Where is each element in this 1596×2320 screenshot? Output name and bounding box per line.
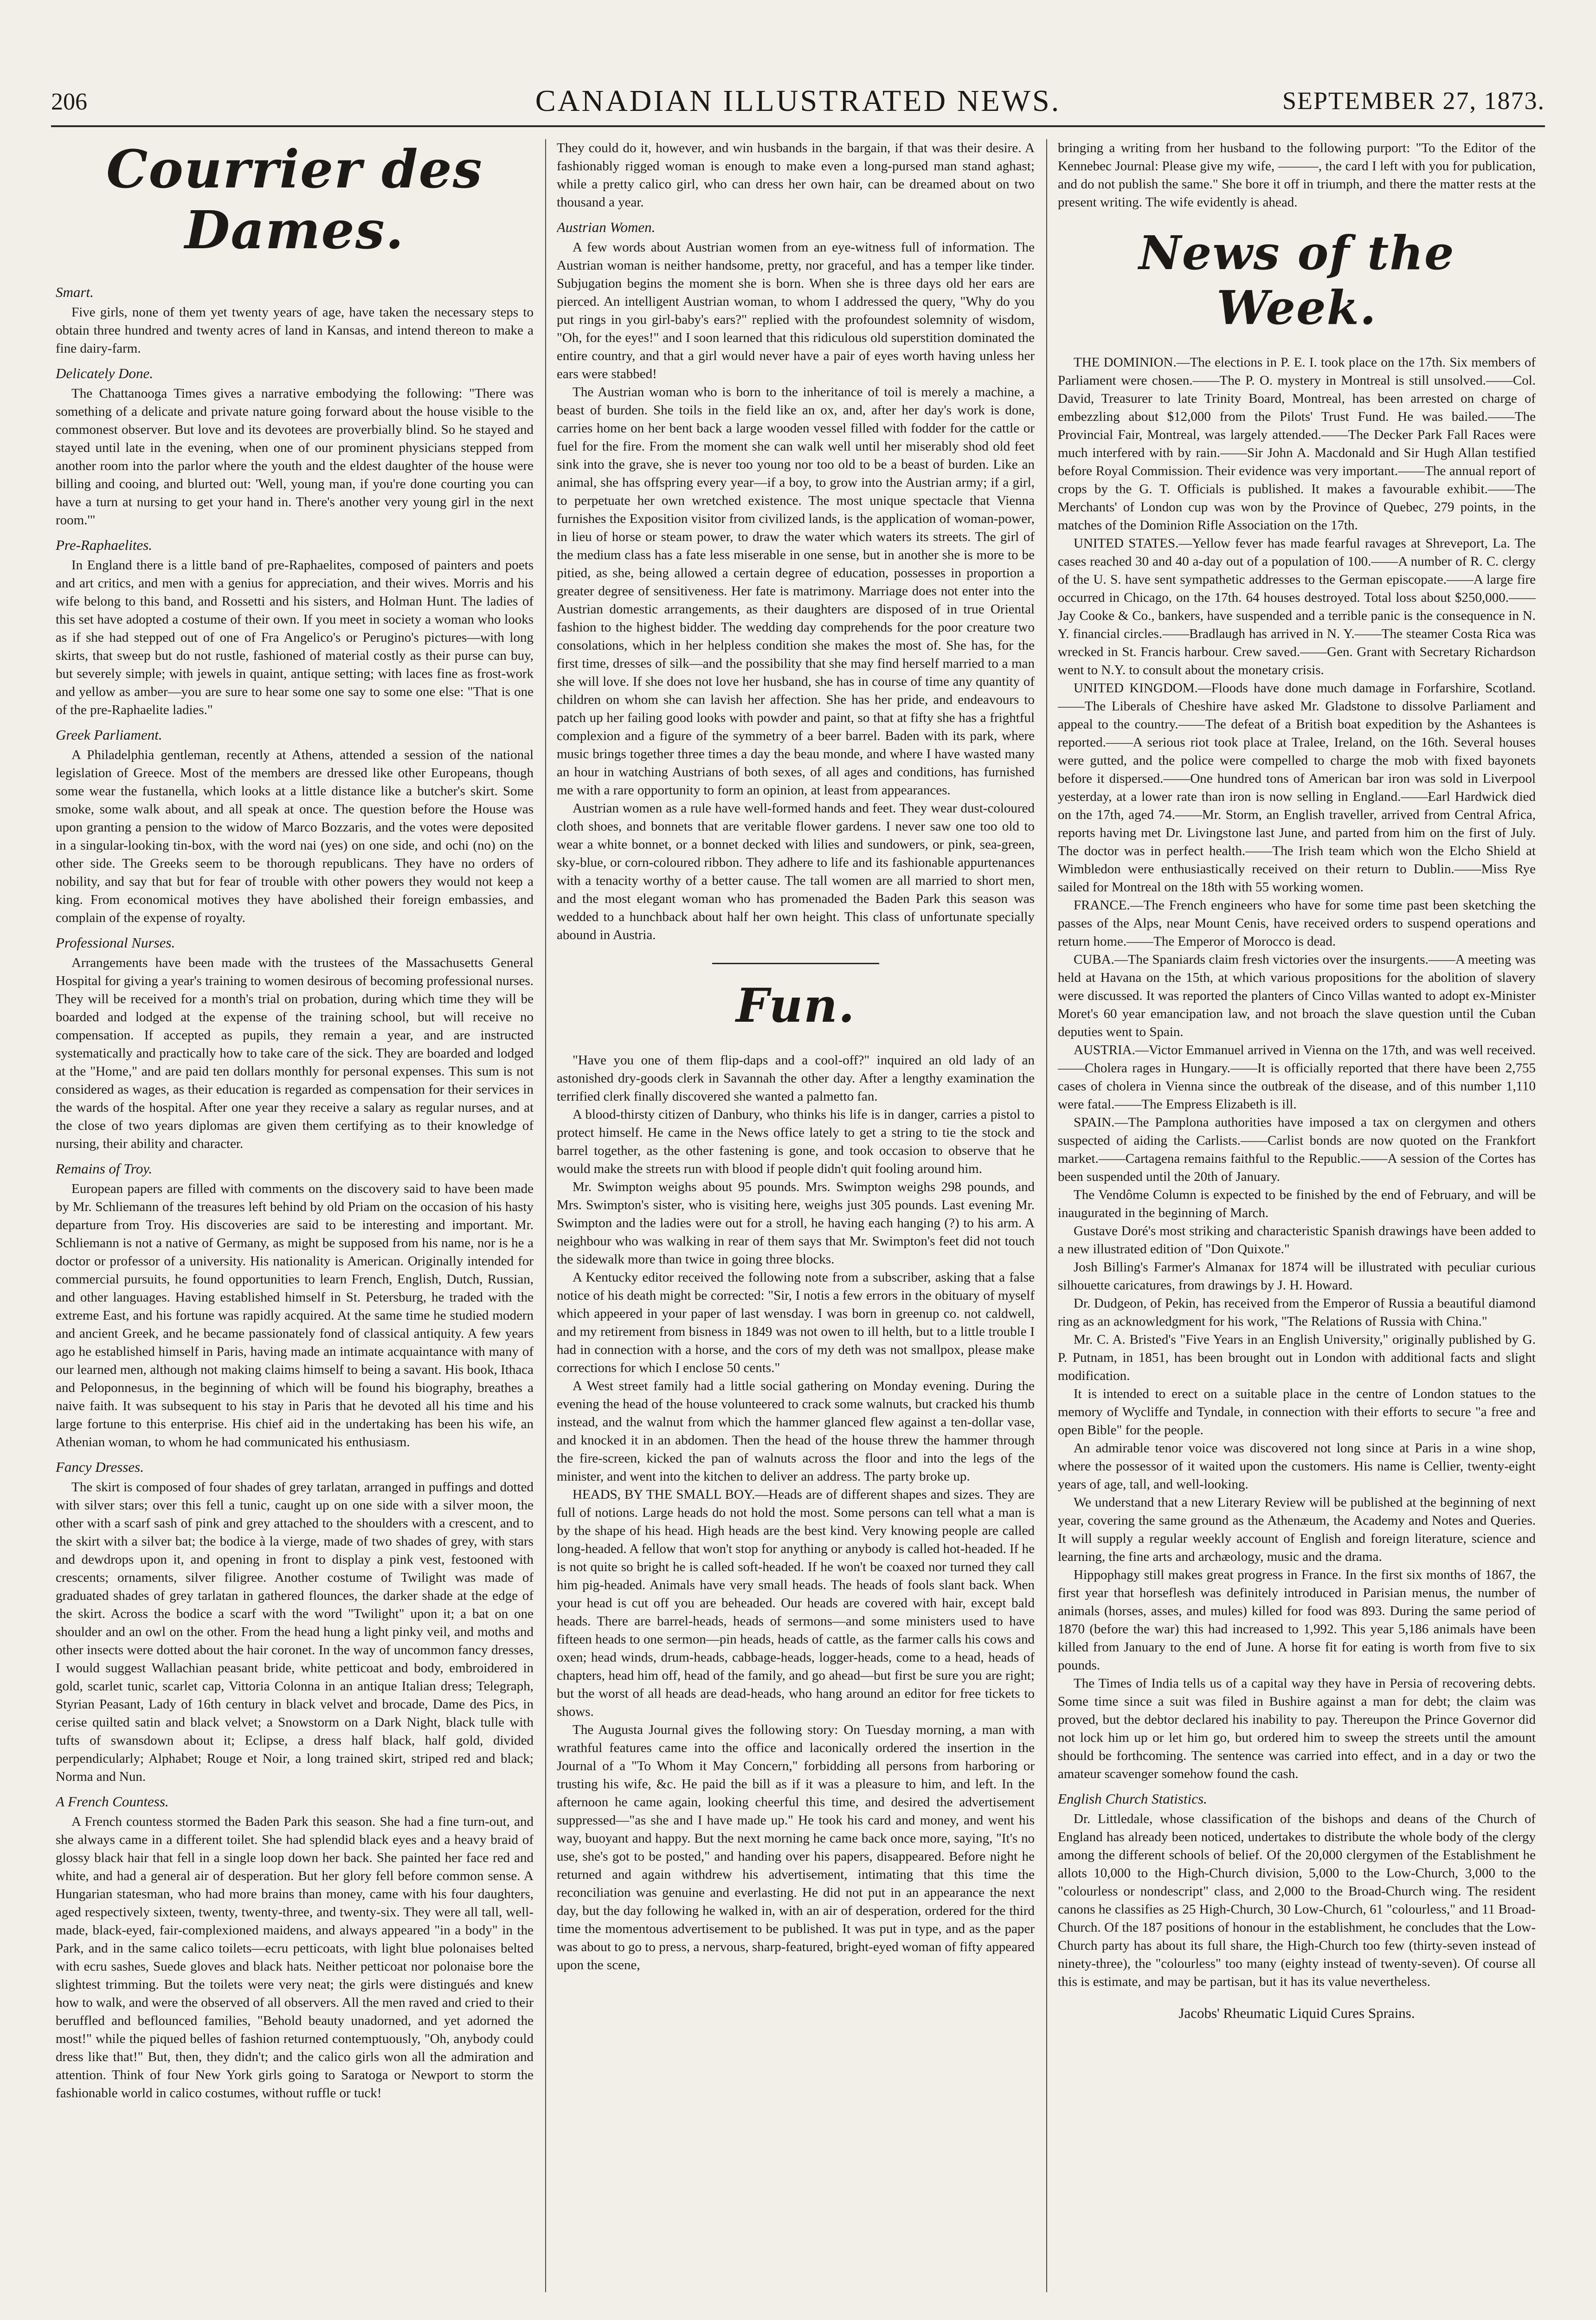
masthead-title: CANADIAN ILLUSTRATED NEWS. bbox=[535, 84, 1061, 118]
article-heading: English Church Statistics. bbox=[1058, 1791, 1207, 1807]
article-heading: Smart. bbox=[56, 284, 94, 300]
paragraph: A Philadelphia gentleman, recently at Athens, attended a session of the national legislation of Greece. Most of the members are dressed like other Europeans, though some wear the fustanella, which looks at a little distance like a butcher's skirt. Some smoke, some walk about, and all speak at once. The question before the House was upon granting a pension to the widow of Marco Bozzaris, and the votes were deposited in a singular-looking tin-box, with the word nai (yes) on one side, and ochi (no) on the other side. The Greeks seem to be thorough republicans. They have no orders of nobility, and say that but for fear of trouble with other powers they would not keep a king. From economical motives they have abolished their foreign embassies, and complain of the expense of royalty. bbox=[56, 748, 534, 925]
paragraph: UNITED KINGDOM.—Floods have done much damage in Forfarshire, Scotland.——The Liberals of Cheshire have asked Mr. Gladstone to dissolve Parliament and appeal to the country.——The defeat of a British boat expedition by the Ashantees is reported.——A serious riot took place at Tralee, Ireland, on the 16th. Several houses were gutted, and the police were compelled to charge the mob with fixed bayonets before it dispersed.——One hundred tons of American bar iron was sold in Liverpool yesterday, at a lower rate than iron is now selling in England.——Earl Hardwick died on the 17th, aged 74.——Mr. Storm, an English traveller, arrived from Central Africa, reports having met Dr. Livingstone last June, and parted from him on the first of July. The doctor was in perfect health.——The Irish team which won the Elcho Shield at Wimbledon were enthusiastically received on their return to Dublin.——Miss Rye sailed for Montreal on the 18th with 55 working women. bbox=[1058, 681, 1536, 895]
paragraph: FRANCE.—The French engineers who have for some time past been sketching the passes of the Alps, near Mount Cenis, have received orders to suspend operations and return home.——The Emperor of Morocco is dead. bbox=[1058, 898, 1536, 949]
paragraph: We understand that a new Literary Review will be published at the beginning of next year, covering the same ground as the Athenæum, the Academy and Notes and Queries. It will supply a regular weekly account of English and foreign literature, science and learning, the fine arts and archæology, music and the drama. bbox=[1058, 1495, 1536, 1564]
column-rule bbox=[1046, 139, 1047, 2292]
paragraph: Mr. Swimpton weighs about 95 pounds. Mrs. Swimpton weighs 298 pounds, and Mrs. Swimpton's sister, who is visiting here, weighs just 305 pounds. Last evening Mr. Swimpton and the ladies were out for a stroll, he having each hanging (?) to his arm. A neighbour who was walking in rear of them says that Mr. Swimpton's feet did not touch the sidewalk more than twice in going three blocks. bbox=[557, 1179, 1035, 1267]
section-divider bbox=[712, 963, 880, 964]
paragraph: SPAIN.—The Pamplona authorities have imposed a tax on clergymen and others suspected of aiding the Carlists.——Carlist bonds are now quoted on the Frankfort market.——Cartagena remains faithful to the Republic.——A session of the Cortes has been suspended until the 20th of January. bbox=[1058, 1115, 1536, 1184]
paragraph: The Augusta Journal gives the following story: On Tuesday morning, a man with wrathful features came into the office and laconically ordered the insertion in the Journal of a "To Whom it May Concern," forbidding all persons from harboring or trusting his wife, &c. He paid the bill as if it was a pleasure to him, and left. In the afternoon he came again, looking cheerful this time, and desired the advertisement suppressed—"as she and I have made up." He took his card and money, and went his way, buoyant and happy. But the next morning he came back once more, saying, "It's no use, she's got to be posted," and handing over his papers, disappeared. Before night he returned and again withdrew his advertisement, intimating that this time the reconciliation was genuine and everlasting. He did not put in an appearance the next day, but the day following he walked in, with an air of desperation, ordered for the third time the momentous advertisement to be published. It was put in type, and as the paper was about to go to press, a nervous, sharp-featured, bright-eyed woman of fifty appeared upon the scene, bbox=[557, 1722, 1035, 1972]
article-heading: Greek Parliament. bbox=[56, 727, 162, 743]
paragraph: HEADS, BY THE SMALL BOY.—Heads are of different shapes and sizes. They are full of notions. Large heads do not hold the most. Some persons can tell what a man is by the shape of his head. High heads are the best kind. Very knowing people are called long-headed. A fellow that won't stop for anything or anybody is called hot-headed. If he is not quite so bright he is called soft-headed. If he won't be coaxed nor turned they call him pig-headed. Animals have very small heads. The heads of fools slant back. When your head is cut off you are beheaded. Our heads are covered with hair, except bald heads. There are barrel-heads, heads of sermons—and some ministers used to have fifteen heads to one sermon—pin heads, heads of cattle, as the farmer calls his cows and oxen; head winds, drum-heads, cabbage-heads, logger-heads, come to a head, heads of chapters, head him off, head of the family, and go ahead—but first be sure you are right; but the worst of all heads are dead-heads, who hang around an editor for free tickets to shows. bbox=[557, 1487, 1035, 1719]
paragraph: An admirable tenor voice was discovered not long since at Paris in a wine shop, where the possessor of it waited upon the customers. His name is Cellier, twenty-eight years of age, tall, and well-looking. bbox=[1058, 1441, 1536, 1492]
continued-paragraph: They could do it, however, and win husbands in the bargain, if that was their desire. A fashionably rigged woman is enough to make even a long-pursed man stand aghast; while a pretty calico girl, who can dress her own hair, can be dreamed about on two thousand a year. bbox=[557, 141, 1035, 210]
paragraph: The Austrian woman who is born to the inheritance of toil is merely a machine, a beast of burden. She toils in the field like an ox, and, after her day's work is done, carries home on her bent back a large wooden vessel filled with fodder for the cattle or fuel for the fire. From the moment she can walk well until her miserably shod old feet sink into the grave, she is never too young nor too old to be a beast of burden. Like an animal, she has offspring every year—if a boy, to grow into the Austrian army; if a girl, to perpetuate her own wretched existence. The most unique spectacle that Vienna furnishes the Exposition visitor from civilized lands, is the application of woman-power, in lieu of horse or steam power, to draw the water which waters its streets. The girl of the medium class has a fate less miserable in one sense, but in another she is more to be pitied, as she, being allowed a certain degree of education, possesses in proportion a greater degree of sensitiveness. Her fate is matrimony. Marriage does not enter into the Austrian domestic arrangements, as their daughters are disposed of in true Oriental fashion to the highest bidder. The wedding day comprehends for the poor creature two consolations, which in her helpless condition she makes the most of. She has, for the first time, dresses of silk—and the possibility that she may find herself married to a man she will love. If she does not love her husband, she has in course of time any quantity of children on whom she can lavish her affection. She has her pride, and endeavours to patch up her failing good looks with powder and paint, so that at fifty she has a frightful complexion and a figure of the symmetry of a beer barrel. Baden with its park, where music brings together three times a day the beau monde, and where I have wasted many an hour in watching Austrians of both sexes, of all ages and conditions, has furnished me with a rare opportunity to form an opinion, at least from appearances. bbox=[557, 385, 1035, 798]
section-title-courrier: Courrier des Dames. bbox=[106, 139, 483, 261]
article-heading: A French Countess. bbox=[56, 1793, 169, 1810]
paragraph: Five girls, none of them yet twenty years of age, have taken the necessary steps to obtain three hundred and twenty acres of land in Kansas, and intend thereon to make a fine dairy-farm. bbox=[56, 305, 534, 356]
paragraph: It is intended to erect on a suitable place in the centre of London statues to the memory of Wycliffe and Tyndale, in connection with their efforts to secure "a free and open Bible" for the people. bbox=[1058, 1386, 1536, 1437]
paragraph: Dr. Littledale, whose classification of the bishops and deans of the Church of England has already been noticed, undertakes to distribute the whole body of the clergy among the different schools of belief. Of the 20,000 clergymen of the Establishment he allots 10,000 to the High-Church division, 5,000 to the Low-Church, 3,000 to the "colourless or nondescript" class, and 2,000 to the Broad-Church wing. The resident canons he classifies as 25 High-Church, 30 Low-Church, 61 "colourless," and 11 Broad-Church. Of the 187 positions of honour in the establishment, he concludes that the Low-Church party has about its full share, the High-Church too few (thirty-seven instead of ninety-three), the "colourless" too many (eighty instead of twenty-seven). Of course all this is estimate, and may be partisan, but it has its value nevertheless. bbox=[1058, 1811, 1536, 1989]
column-3 bbox=[1058, 139, 1536, 2292]
paragraph: The Chattanooga Times gives a narrative embodying the following: "There was something of a delicate and private nature going forward about the house visible to the commonest observer. But love and its devotees are proverbially blind. So he stayed and stayed until late in the evening, when one of our prominent physicians stepped from another room into the parlor where the youth and the eldest daughter of the house were billing and cooing, and blurted out: 'Well, young man, if you're done courting you can have a turn at nursing to get your hand in. There's another very young girl in the next room.'" bbox=[56, 386, 534, 528]
paragraph: A blood-thirsty citizen of Danbury, who thinks his life is in danger, carries a pistol to protect himself. He came in the News office lately to get a string to tie the stock and barrel together, as the other fastening is gone, and took occasion to observe that he would make the streets run with blood if people didn't quit fooling around him. bbox=[557, 1107, 1035, 1176]
page-header bbox=[51, 84, 1545, 127]
article-body bbox=[1058, 354, 1536, 1783]
article-body bbox=[557, 238, 1035, 944]
paragraph: The Times of India tells us of a capital way they have in Persia of recovering debts. Some time since a suit was filed in Bushire against a man for debt; the claim was proved, but the debtor declared his inability to pay. Thereupon the Prince Governor did not lock him up or let him go, but ordered him to sweep the streets until the amount should be forthcoming. The sentence was carried into effect, and in a day or two the amateur scavenger somehow found the cash. bbox=[1058, 1676, 1536, 1781]
paragraph: Josh Billing's Farmer's Almanax for 1874 will be illustrated with peculiar curious silhouette caricatures, from drawings by J. H. Howard. bbox=[1058, 1260, 1536, 1293]
column-rule bbox=[545, 139, 546, 2292]
section-title-fun: Fun. bbox=[736, 978, 856, 1033]
paragraph: Arrangements have been made with the trustees of the Massachusetts General Hospital for giving a year's training to women desirous of becoming professional nurses. They will be received for a month's trial on probation, during which time they will be boarded and lodged at the expense of the training school, but will receive no compensation. If accepted as pupils, they remain a year, and are instructed systematically and practically how to take care of the sick. They are boarded and lodged at the "Home," and are paid ten dollars monthly for personal expenses. This sum is not considered as wages, as their education is regarded as compensation for their services in the wards of the hospital. After one year they receive a salary as regular nurses, and at the close of two years diplomas are given them certifying as to their knowledge of nursing, their ability and character. bbox=[56, 955, 534, 1151]
paragraph: Dr. Dudgeon, of Pekin, has received from the Emperor of Russia a beautiful diamond ring as an acknowledgment for his work, "The Relations of Russia with China." bbox=[1058, 1296, 1536, 1329]
advertisement-line: Jacobs' Rheumatic Liquid Cures Sprains. bbox=[1178, 2005, 1415, 2021]
paragraph: UNITED STATES.—Yellow fever has made fearful ravages at Shreveport, La. The cases reached 30 and 40 a-day out of a population of 100.——A number of R. C. clergy of the U. S. have sent sympathetic addresses to the German episcopate.——A large fire occurred in Chicago, on the 17th. 64 houses destroyed. Total loss about $250,000.——Jay Cooke & Co., bankers, have suspended and a terrible panic is the consequence in N. Y. financial circles.——Bradlaugh has arrived in N. Y.——The steamer Costa Rica was wrecked in St. Francis harbour. Crew saved.——Gen. Grant with Secretary Richardson went to N.Y. to consult about the monetary crisis. bbox=[1058, 536, 1536, 677]
article-list bbox=[56, 284, 534, 2102]
paragraph: THE DOMINION.—The elections in P. E. I. took place on the 17th. Six members of Parliament were chosen.——The P. O. mystery in Montreal is still unsolved.——Col. David, Treasurer to late Trinity Board, Montreal, has been arrested on charge of embezzling about $12,000 from the Pilots' Trust Fund. He was bailed.——The Provincial Fair, Montreal, was largely attended.——The Decker Park Fall Races were much interfered with by rain.——Sir John A. Macdonald and Sir Hugh Allan testified before Royal Commission. Their evidence was very important.——The annual report of crops by the G. T. Officials is published. It makes a favourable exhibit.——The Merchants' of London cup was won by the Province of Quebec, 279 points, in the matches of the Dominion Rifle Association on the 17th. bbox=[1058, 355, 1536, 533]
paragraph: A West street family had a little social gathering on Monday evening. During the evening the head of the house volunteered to crack some walnuts, but cracked his thumb instead, and the walnut from which the hammer glanced flew against a ten-dollar vase, and knocked it in an abdomen. Then the head of the house threw the hammer through the fire-screen, kicked the pan of walnuts across the floor and into the legs of the minister, and went into the kitchen to deliver an address. The party broke up. bbox=[557, 1379, 1035, 1484]
paragraph: The skirt is composed of four shades of grey tarlatan, arranged in puffings and dotted with silver stars; over this fell a tunic, caught up on one side with a silver moon, the other with a scarf sash of pink and grey attached to the shoulders with a crescent, and to the skirt with a silver bat; the bodice à la vierge, made of two shades of grey, with stars and dewdrops upon it, and opening in front to display a pink vest, festooned with crescents; ornaments, silver filigree. Another costume of Twilight was made of graduated shades of grey tarlatan in gathered flounces, the darker shade at the edge of the skirt. Across the bodice a scarf with the word "Twilight" upon it; a bat on one shoulder and an owl on the other. From the head hung a light pinky veil, and moths and other insects were dotted about the hair coronet. In the way of uncommon fancy dresses, I would suggest Wallachian peasant bride, white petticoat and body, embroidered in gold, scarlet tunic, scarlet cap, Vittoria Colonna in an antique Italian dress; Telegraph, Styrian Peasant, Lady of 16th century in black velvet and brocade, Dame des Pics, in cerise quilted satin and black velvet; a Snowstorm on a Dark Night, black tulle with tufts of swansdown about it; Eclipse, a dress half black, half gold, divided perpendicularly; Alphabet; Rouge et Noir, a long trained skirt, striped red and black; Norma and Nun. bbox=[56, 1480, 534, 1784]
paragraph: "Have you one of them flip-daps and a cool-off?" inquired an old lady of an astonished dry-goods clerk in Savannah the other day. After a lengthy examination the terrified clerk finally discovered she wanted a palmetto fan. bbox=[557, 1053, 1035, 1104]
column-2 bbox=[557, 139, 1035, 2292]
paragraph: CUBA.—The Spaniards claim fresh victories over the insurgents.——A meeting was held at Havana on the 15th, at which various propositions for the abolition of slavery were discussed. It was reported the planters of Cinco Villas wanted to adopt ex-Minister Moret's 60 year emancipation law, and not broach the slave question until the Cuban deputies went to Spain. bbox=[1058, 952, 1536, 1039]
column-1 bbox=[56, 139, 534, 2292]
paragraph: A Kentucky editor received the following note from a subscriber, asking that a false notice of his death might be corrected: "Sir, I notis a few errors in the obituary of myself which appeered in your paper of last wensday. I was born in greenup co. not caldwell, and my retirement from bisness in 1849 was not owen to ill helth, but to a little trouble I had in connection with a horse, and the cors of my deth was not smallpox, please make corrections for which I enclose 50 cents." bbox=[557, 1270, 1035, 1375]
paragraph: The Vendôme Column is expected to be finished by the end of February, and will be inaugurated in the beginning of March. bbox=[1058, 1187, 1536, 1220]
paragraph: European papers are filled with comments on the discovery said to have been made by Mr. Schliemann of the treasures left behind by old Priam on the occasion of his hasty departure from Troy. His discoveries are said to be interesting and important. Mr. Schliemann is not a native of Germany, as might be supposed from his name, nor is he a doctor or professor of a university. His nationality is American. Originally intended for commercial pursuits, he found opportunities to learn French, English, Dutch, Russian, and other languages. Having established himself in St. Petersburg, he traded with the extreme East, and his fortune was rapidly acquired. At the same time he studied modern and ancient Greek, and he became passionately fond of classical antiquity. A few years ago he established himself in Paris, having made an intimate acquaintance with many of our learned men, although not making claims himself to being a savant. His book, Ithaca and Peloponnesus, in the beginning of which will be found his biography, breathes a naive faith. It was subsequent to his stay in Paris that he devoted all his time and his large fortune to this enterprise. His chief aid in the undertaking has been his wife, an Athenian woman, to whom he had communicated his enthusiasm. bbox=[56, 1181, 534, 1450]
article-body bbox=[557, 1051, 1035, 1974]
paragraph: AUSTRIA.—Victor Emmanuel arrived in Vienna on the 17th, and was well received.——Cholera rages in Hungary.——It is officially reported that there have been 2,755 cases of cholera in Vienna since the outbreak of the disease, and of this number 1,110 were fatal.——The Empress Elizabeth is ill. bbox=[1058, 1043, 1536, 1112]
article-heading: Fancy Dresses. bbox=[56, 1459, 144, 1475]
paragraph: A French countess stormed the Baden Park this season. She had a fine turn-out, and she always came in a different toilet. She had splendid black eyes and a heavy braid of glossy black hair that fell in a single loop down her back. She painted her face red and white, and had a general air of desperation. But her glory fell before common sense. A Hungarian statesman, who had more brains than money, came with his four daughters, aged respectively sixteen, twenty, twenty-three, and twenty-six. They were all tall, well-made, black-eyed, fair-complexioned maidens, and always appeared "in a body" in the Park, and in the same calico toilets—ecru petticoats, with light blue polonaises belted with ecru sashes, Suede gloves and black hats. Neither petticoat nor polonaise bore the slightest trimming. But the toilets were very neat; the girls were distingués and knew how to walk, and were the observed of all observers. All the men raved and cried to their beruffled and beflounced families, "Behold beauty unadorned, and yet adorned the most!" while the piqued belles of fashion returned contemptuously, "Oh, anybody could dress like that!" But, then, they didn't; and the calico girls won all the admiration and attention. Think of four New York girls going to Saratoga or Newport to storm the fashionable world in calico costumes, without ruffle or tuck! bbox=[56, 1814, 534, 2101]
article-heading: Professional Nurses. bbox=[56, 934, 175, 951]
continued-paragraph: bringing a writing from her husband to the following purport: "To the Editor of the Kennebec Journal: Please give my wife, ———, the card I left with you for publication, and do not publish the same." She bore it off in triumph, and there the matter rests at the present writing. The wife evidently is ahead. bbox=[1058, 141, 1536, 210]
paragraph: In England there is a little band of pre-Raphaelites, composed of painters and poets and art critics, and men with a genius for appreciation, and their wives. Morris and his wife belong to this band, and Rossetti and his sisters, and Holman Hunt. The ladies of this set have adopted a costume of their own. If you meet in society a woman who looks as if she had stepped out of one of Fra Angelico's or Perugino's pictures—with long skirts, that sweep but do not rustle, fashioned of material costly as their purse can buy, but severely simple; with jewels in quaint, antique setting; with laces fine as frost-work and yellow as amber—you are sure to hear some one say to some one else: "That is one of the pre-Raphaelite ladies." bbox=[56, 558, 534, 717]
paragraph: Hippophagy still makes great progress in France. In the first six months of 1867, the first year that horseflesh was definitely introduced in Parisian menus, the number of animals (horses, asses, and mules) killed for food was 893. During the same period of 1870 (before the war) this had increased to 1,992. This year 5,186 animals have been killed from January to the end of June. A horse fit for eating is worth from five to six pounds. bbox=[1058, 1567, 1536, 1673]
paragraph: Austrian women as a rule have well-formed hands and feet. They wear dust-coloured cloth shoes, and bonnets that are veritable flower gardens. I never saw one too old to wear a white bonnet, or a bonnet decked with lilies and sundowers, or pink, sea-green, sky-blue, or corn-coloured ribbon. They adhere to life and its fashionable appurtenances with a tenacity worthy of a better cause. The tall women are all married to short men, and the most elegant woman who has promenaded the Baden Park this season was wedded to a hunchback about half her own height. This class of unfortunate specially abound in Austria. bbox=[557, 801, 1035, 942]
article-heading: Austrian Women. bbox=[557, 219, 656, 235]
paragraph: Gustave Doré's most striking and characteristic Spanish drawings have been added to a new illustrated edition of "Don Quixote." bbox=[1058, 1224, 1536, 1257]
page-number: 206 bbox=[51, 89, 87, 115]
issue-date: SEPTEMBER 27, 1873. bbox=[1282, 87, 1545, 115]
article-heading: Pre-Raphaelites. bbox=[56, 537, 153, 553]
paragraph: A few words about Austrian women from an eye-witness full of information. The Austrian woman is neither handsome, pretty, nor graceful, and has a temper like tinder. Subjugation begins the moment she is born. When she is three days old her ears are pierced. An intelligent Austrian woman, to whom I addressed the query, "Why do you put rings in you girl-baby's ears?" replied with the profoundest solemnity of wisdom, "Oh, for the eyes!" and I soon learned that this ridiculous old superstition dominated the entire country, and that a girl would never have a pair of eyes worth having unless her ears were stabbed! bbox=[557, 240, 1035, 381]
paragraph: Mr. C. A. Bristed's "Five Years in an English University," originally published by G. P. Putnam, in 1851, has been brought out in London with additional facts and slight modification. bbox=[1058, 1332, 1536, 1383]
section-title-news: News of the Week. bbox=[1139, 226, 1455, 335]
article-heading: Remains of Troy. bbox=[56, 1160, 153, 1177]
article-heading: Delicately Done. bbox=[56, 365, 154, 381]
